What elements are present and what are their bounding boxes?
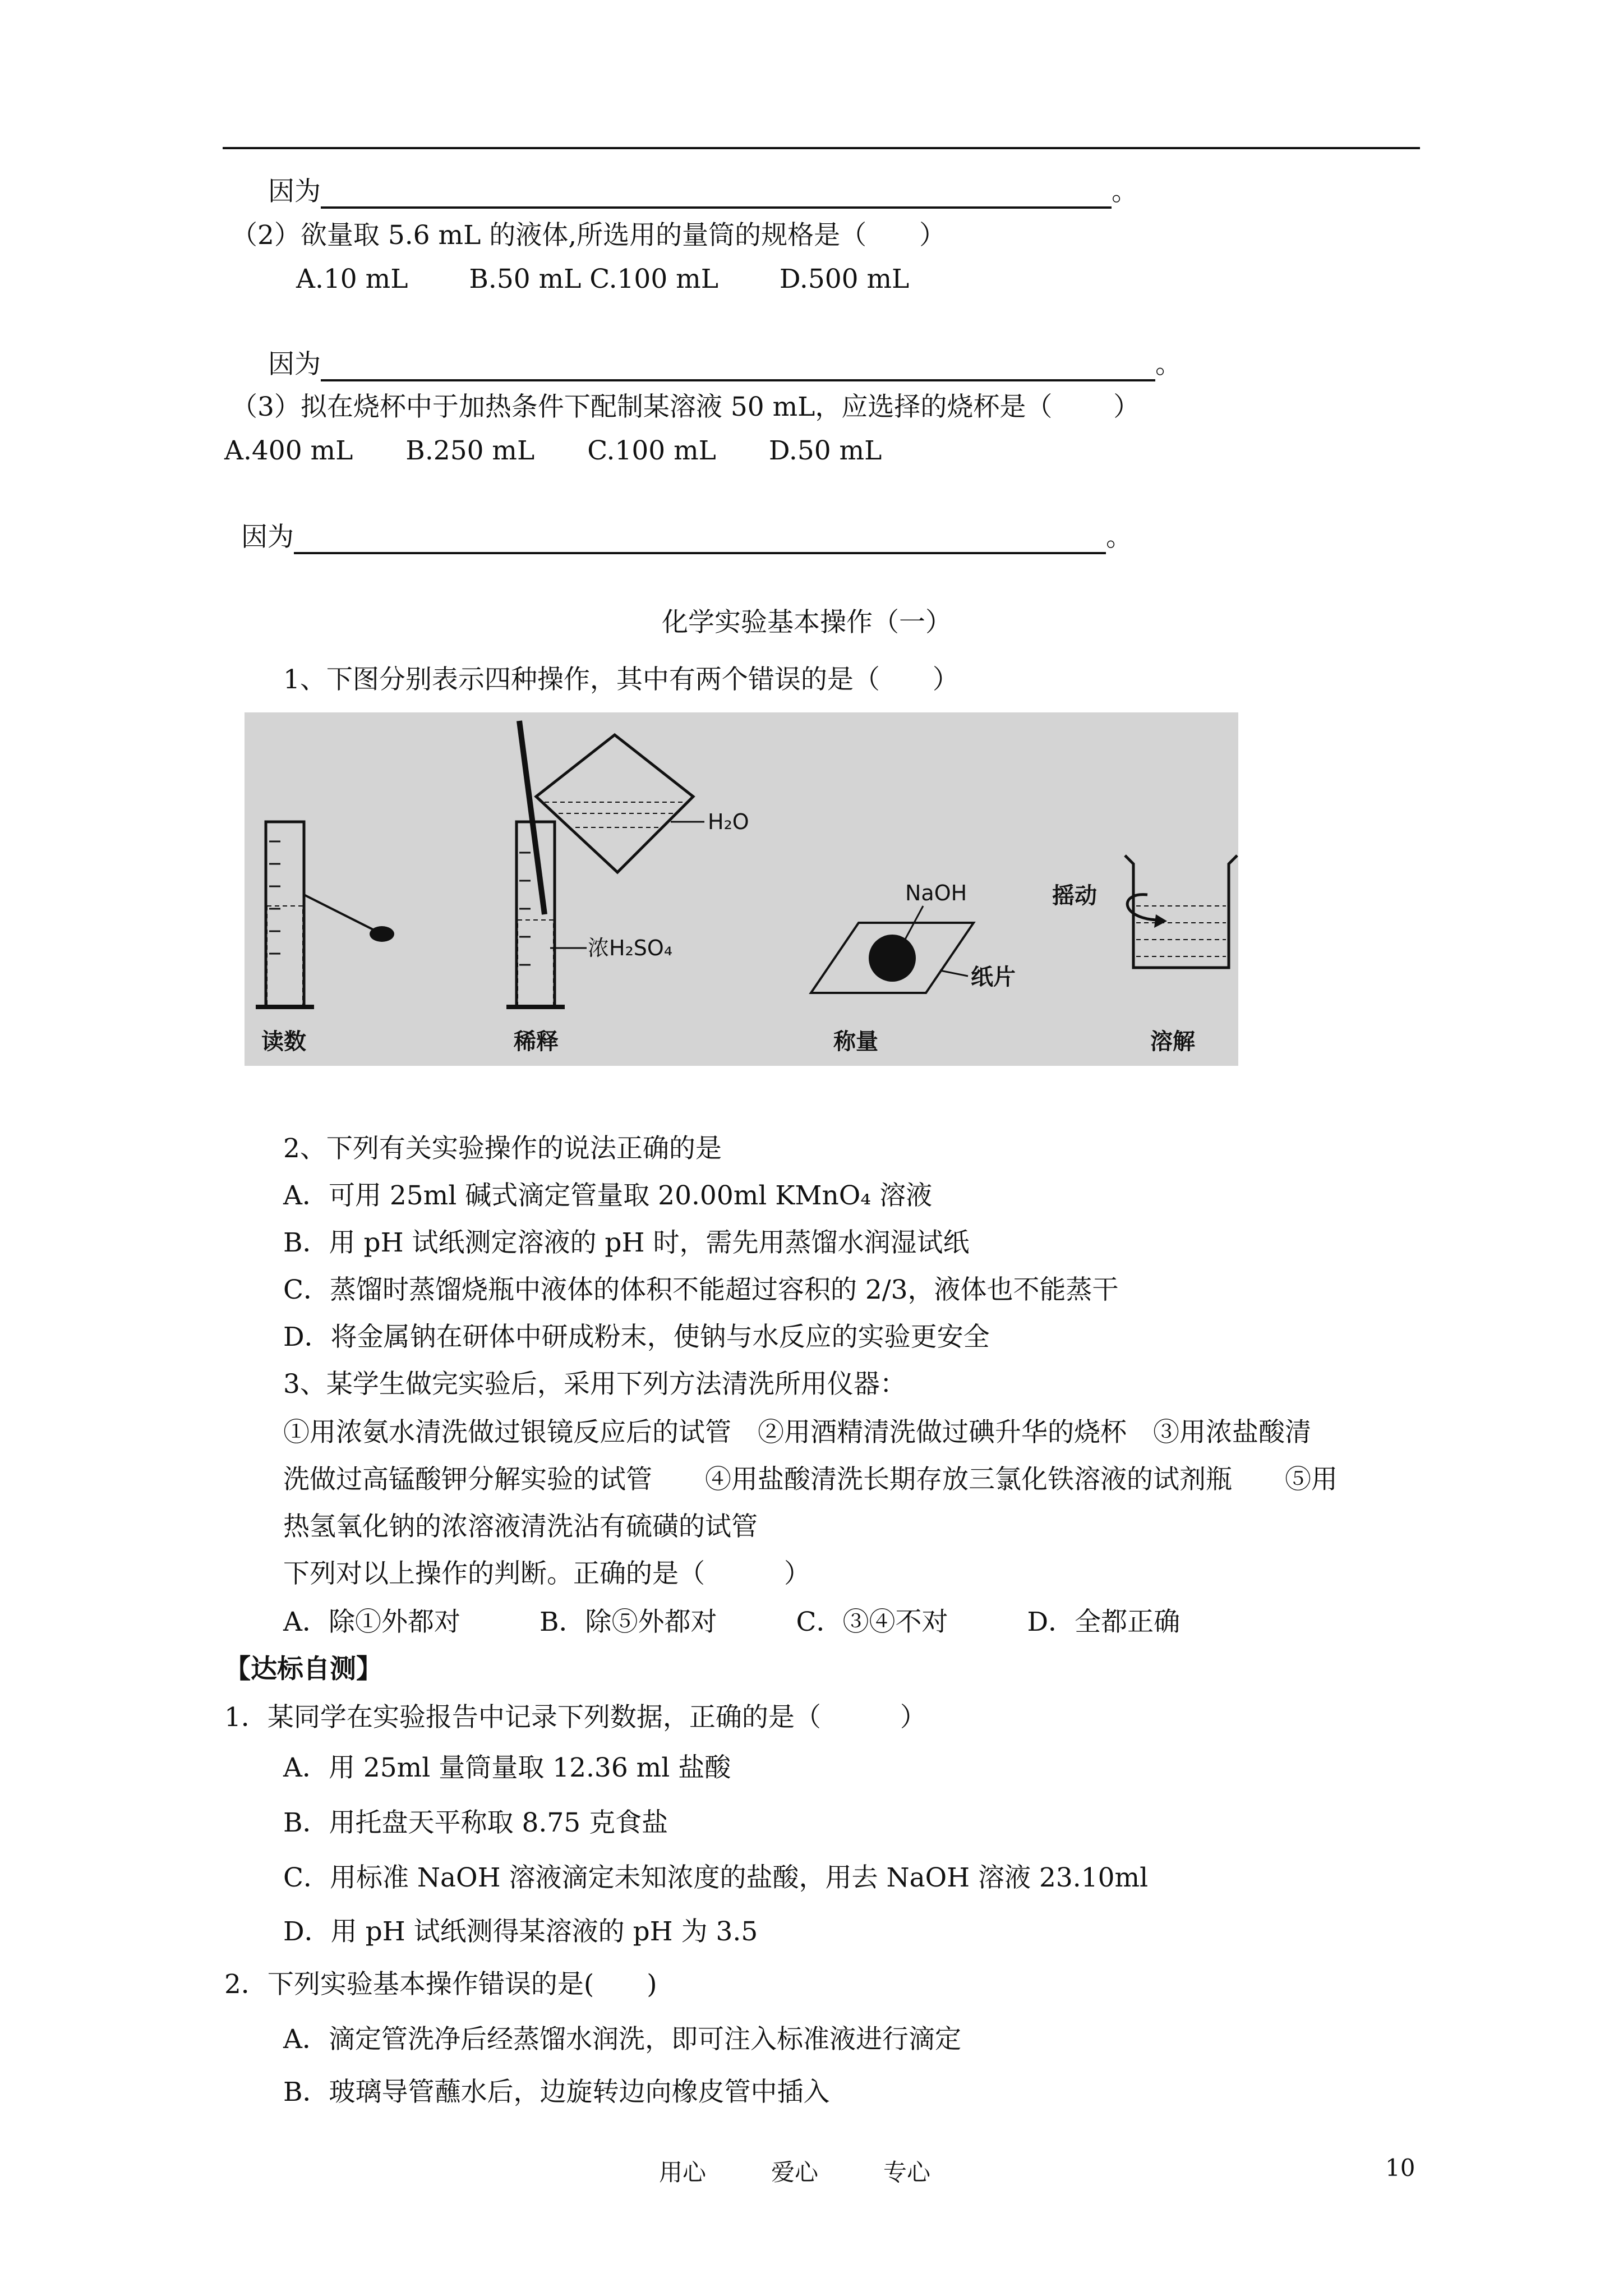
q2b-option-b: B．用 pH 试纸测定溶液的 pH 时，需先用蒸馏水润湿试纸 bbox=[283, 1227, 970, 1258]
shake-label: 摇动 bbox=[1052, 883, 1097, 909]
question-2: （2）欲量取 5.6 mL 的液体,所选用的量筒的规格是（ ） bbox=[231, 220, 946, 251]
q2b-option-a: A．可用 25ml 碱式滴定管量取 20.00ml KMnO₄ 溶液 bbox=[283, 1180, 933, 1211]
q3b-options: A．除①外都对 B．除⑤外都对 C．③④不对 D．全都正确 bbox=[283, 1607, 1181, 1637]
because-label: 因为 bbox=[268, 176, 321, 207]
because-line-2: 因为 。 bbox=[268, 348, 1182, 381]
dissolving-beaker bbox=[1052, 855, 1237, 968]
test-q1-option-d: D．用 pH 试纸测得某溶液的 pH 为 3.5 bbox=[283, 1916, 758, 1947]
question-3: （3）拟在烧杯中于加热条件下配制某溶液 50 mL，应选择的烧杯是（ ） bbox=[231, 392, 1140, 422]
because-line-3: 因为 。 bbox=[241, 521, 1132, 554]
label-dissolving: 溶解 bbox=[1150, 1029, 1195, 1055]
water-label: H₂O bbox=[708, 809, 749, 834]
weighing bbox=[811, 881, 1016, 993]
q2b-option-c: C．蒸馏时蒸馏烧瓶中液体的体积不能超过容积的 2/3，液体也不能蒸干 bbox=[283, 1274, 1119, 1305]
test-q1-option-b: B．用托盘天平称取 8.75 克食盐 bbox=[283, 1807, 668, 1838]
answer-blank-1[interactable] bbox=[321, 182, 1112, 209]
cylinder-dilution bbox=[506, 721, 749, 1007]
because-label: 因为 bbox=[268, 349, 321, 380]
footer-motto-3: 专心 bbox=[883, 2159, 931, 2186]
because-label: 因为 bbox=[241, 522, 294, 553]
label-reading: 读数 bbox=[261, 1029, 306, 1055]
self-test-title: 【达标自测】 bbox=[224, 1654, 382, 1685]
test-question-1: 1．某同学在实验报告中记录下列数据，正确的是（ ） bbox=[224, 1702, 926, 1733]
q3b-line-1: ①用浓氨水清洗做过银镜反应后的试管 ②用酒精清洗做过碘升华的烧杯 ③用浓盐酸清 bbox=[283, 1417, 1311, 1448]
question-2b: 2、下列有关实验操作的说法正确的是 bbox=[283, 1133, 722, 1164]
question-3-options: A.400 mL B.250 mL C.100 mL D.50 mL bbox=[224, 435, 882, 466]
q3b-judgement: 下列对以上操作的判断。正确的是（ ） bbox=[283, 1558, 810, 1589]
answer-blank-3[interactable] bbox=[294, 527, 1106, 554]
test-q2-option-a: A．滴定管洗净后经蒸馏水润洗，即可注入标准液进行滴定 bbox=[283, 2024, 961, 2055]
test-question-2: 2．下列实验基本操作错误的是( ) bbox=[224, 1969, 657, 2000]
cylinder-reading bbox=[256, 822, 394, 1007]
operations-svg bbox=[245, 712, 1238, 1066]
label-weighing: 称量 bbox=[833, 1029, 878, 1055]
test-q1-option-c: C．用标准 NaOH 溶液滴定未知浓度的盐酸，用去 NaOH 溶液 23.10ml bbox=[283, 1862, 1149, 1893]
because-line-1: 因为 。 bbox=[268, 175, 1138, 209]
question-3b: 3、某学生做完实验后，采用下列方法清洗所用仪器： bbox=[283, 1369, 906, 1400]
test-q2-option-b: B．玻璃导管蘸水后，边旋转边向橡皮管中插入 bbox=[283, 2077, 830, 2108]
question-2-options: A.10 mL B.50 mL C.100 mL D.500 mL bbox=[296, 264, 910, 295]
header-rule bbox=[223, 147, 1420, 149]
acid-label: 浓H₂SO₄ bbox=[588, 936, 673, 960]
label-dilution: 稀释 bbox=[514, 1029, 559, 1055]
test-q1-option-a: A．用 25ml 量筒量取 12.36 ml 盐酸 bbox=[283, 1752, 731, 1783]
q3b-line-3: 热氢氧化钠的浓溶液清洗沾有硫磺的试管 bbox=[283, 1511, 758, 1542]
footer-motto-2: 爱心 bbox=[771, 2159, 819, 2186]
naoh-label: NaOH bbox=[905, 881, 967, 905]
question-1: 1、下图分别表示四种操作，其中有两个错误的是（ ） bbox=[283, 664, 959, 695]
section-title: 化学实验基本操作（一） bbox=[662, 607, 952, 638]
answer-blank-2[interactable] bbox=[321, 355, 1155, 381]
footer-motto-1: 用心 bbox=[659, 2159, 707, 2186]
q3b-line-2: 洗做过高锰酸钾分解实验的试管 ④用盐酸清洗长期存放三氯化铁溶液的试剂瓶 ⑤用 bbox=[283, 1464, 1338, 1495]
page-number: 10 bbox=[1385, 2154, 1415, 2182]
paper-label: 纸片 bbox=[971, 964, 1016, 990]
q2b-option-d: D．将金属钠在研体中研成粉末，使钠与水反应的实验更安全 bbox=[283, 1322, 990, 1352]
operations-figure bbox=[245, 712, 1238, 1066]
